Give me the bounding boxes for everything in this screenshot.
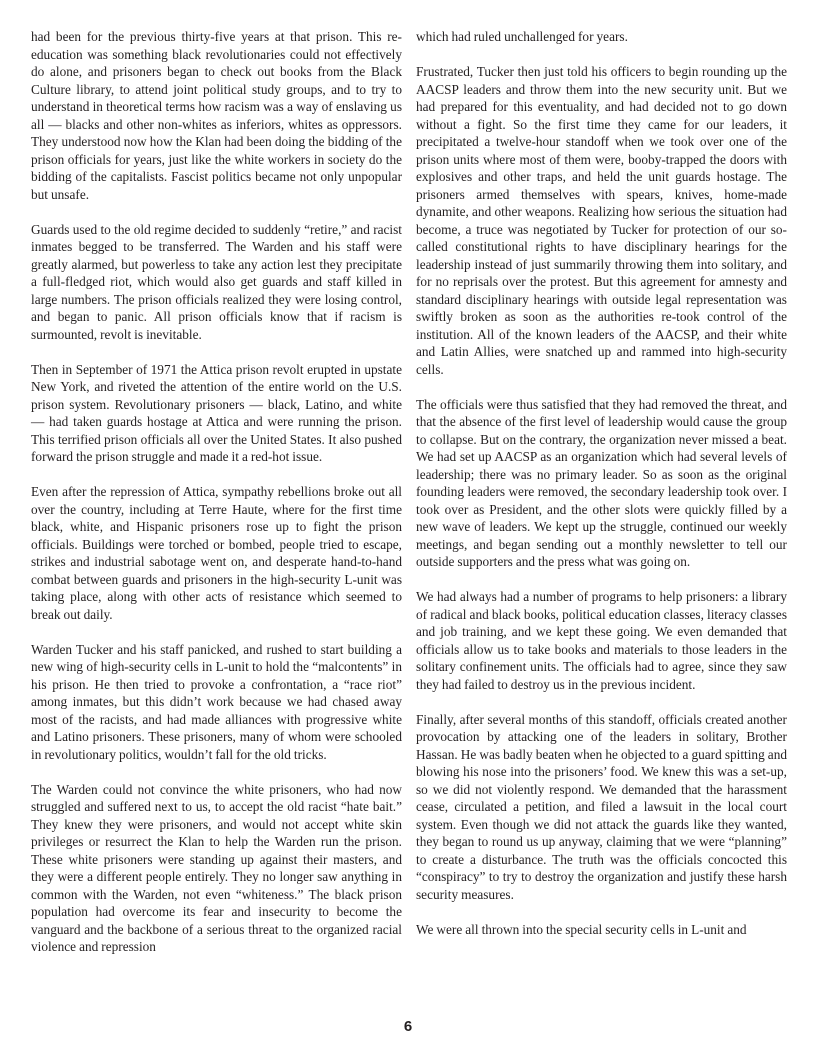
paragraph: Finally, after several months of this standoff, officials created another provocation by attacking one of the leaders in solitary, Brother Hassan. He was badly beaten when he objected to a guard spitting and blowing his nose into the prisoners’ food. We knew this was a set-up, so we did not violently respond. We demanded that the harassment cease, circulated a petition, and filed a lawsuit in the local court system. Even though we did not attack the guards like they wanted, they began to round us up anyway, claiming that we were “planning” to create a disturbance. The truth was the officials concocted this “conspiracy” to try to destroy the organization and justify these harsh security measures. [416,711,787,902]
paragraph: had been for the previous thirty-five years at that prison. This re-education was something black revolutionaries could not effectively do alone, and prisoners began to check out books from the Black Culture library, to attend joint political study groups, and to try to understand in theoretical terms how racism was a way of enslaving us all — blacks and other non-whites as inferiors, whites as oppressors. They understood now how the Klan had been doing the bidding of the prison officials for years, just like the white workers in society do the bidding of the capitalists. Fascist politics became not only unpopular but unsafe. [31,29,402,202]
paragraph: which had ruled unchallenged for years. [416,29,628,44]
paragraph: The Warden could not convince the white prisoners, who had now struggled and suffered next to us, to accept the old racist “hate bait.” They knew they were prisoners, and would not accept white skin privileges or resurrect the Klan to help the Warden run the prison. These white prisoners were standing up against their masters, and they were a different people entirely. They no longer saw anything in common with the Warden, not even “whiteness.” The black prison population had overcome its fear and insecurity to become the vanguard and the backbone of a serious threat to the organized racial violence and repression [31,781,402,954]
paragraph: The officials were thus satisfied that they had removed the threat, and that the absence of the first level of leadership would cause the group to collapse. But on the contrary, the organization never missed a beat. We had set up AACSP as an organization which had several levels of leadership; there was no primary leader. So as soon as the original founding leaders were removed, the secondary leadership took over. I took over as President, and the other slots were quickly filled by a new wave of leaders. We kept up the struggle, continued our weekly meetings, and began sending out a monthly newsletter to tell our outside supporters and the press what was going on. [416,396,787,569]
paragraph: Guards used to the old regime decided to suddenly “retire,” and racist inmates begged to be transferred. The Warden and his staff were greatly alarmed, but powerless to take any action lest they precipitate a full-fledged riot, which would also get guards and staff killed in large numbers. The prison officials realized they were losing control, and began to panic. All prison officials know that if racism is surmounted, revolt is inevitable. [31,221,402,342]
page-number: 6 [403,1018,413,1035]
right-column [416,28,787,938]
paragraph: We had always had a number of programs to help prisoners: a library of radical and black books, political education classes, literacy classes and job training, and we kept these going. We even demanded that officials allow us to take books and materials to those leaders in the solitary confinement units. The officials had to agree, since they saw they had failed to destroy us in the previous incident. [416,589,787,692]
paragraph: We were all thrown into the special security cells in L-unit and [416,921,747,937]
paragraph: Then in September of 1971 the Attica prison revolt erupted in upstate New York, and riveted the attention of the entire world on the U.S. prison system. Revolutionary prisoners — black, Latino, and white — had taken guards hostage at Attica and were running the prison. This terrified prison officials all over the United States. It also pushed forward the prison struggle and made it a red-hot issue. [31,361,402,464]
paragraph: Frustrated, Tucker then just told his officers to begin rounding up the AACSP leaders and throw them into the new security unit. But we had prepared for this eventuality, and had decided not to go down without a fight. So the first time they came for our leaders, it precipitated a twelve-hour standoff when we took over one of the prison units where most of them were, booby-trapped the doors with explosives and other traps, and held the unit guards hostage. The prisoners armed themselves with spears, knives, home-made dynamite, and other weapons. Realizing how serious the situation had become, a truce was negotiated by Tucker for protection of our so-called constitutional rights to have disciplinary hearings for the leadership instead of just summarily throwing them into solitary, and for no reprisals over the protest. But this agreement for amnesty and standard disciplinary hearings with outside legal representation was swiftly broken as soon as the authorities re-took control of the institution. All of the known leaders of the AACSP, and their white and Latin Allies, were snatched up and rammed into high-security cells. [416,64,787,377]
paragraph: Even after the repression of Attica, sympathy rebellions broke out all over the country, including at Terre Haute, where for the first time black, white, and Hispanic prisoners rose up to fight the prison officials. Buildings were torched or bombed, people tried to escape, strikes and industrial sabotage went on, and desperate hand-to-hand combat between guards and prisoners in the high-security L-unit was taking place, along with other acts of resistance which seemed to break out daily. [31,484,402,622]
paragraph: Warden Tucker and his staff panicked, and rushed to start building a new wing of high-security cells in L-unit to hold the “malcontents” in his prison. He then tried to provoke a confrontation, a “race riot” among inmates, but this didn’t work because we had chased away most of the racists, and had made alliances with progressive white and Latino prisoners. These prisoners, many of whom were schooled in revolutionary politics, wouldn’t fall for the old tricks. [31,641,402,762]
left-column [31,28,402,956]
